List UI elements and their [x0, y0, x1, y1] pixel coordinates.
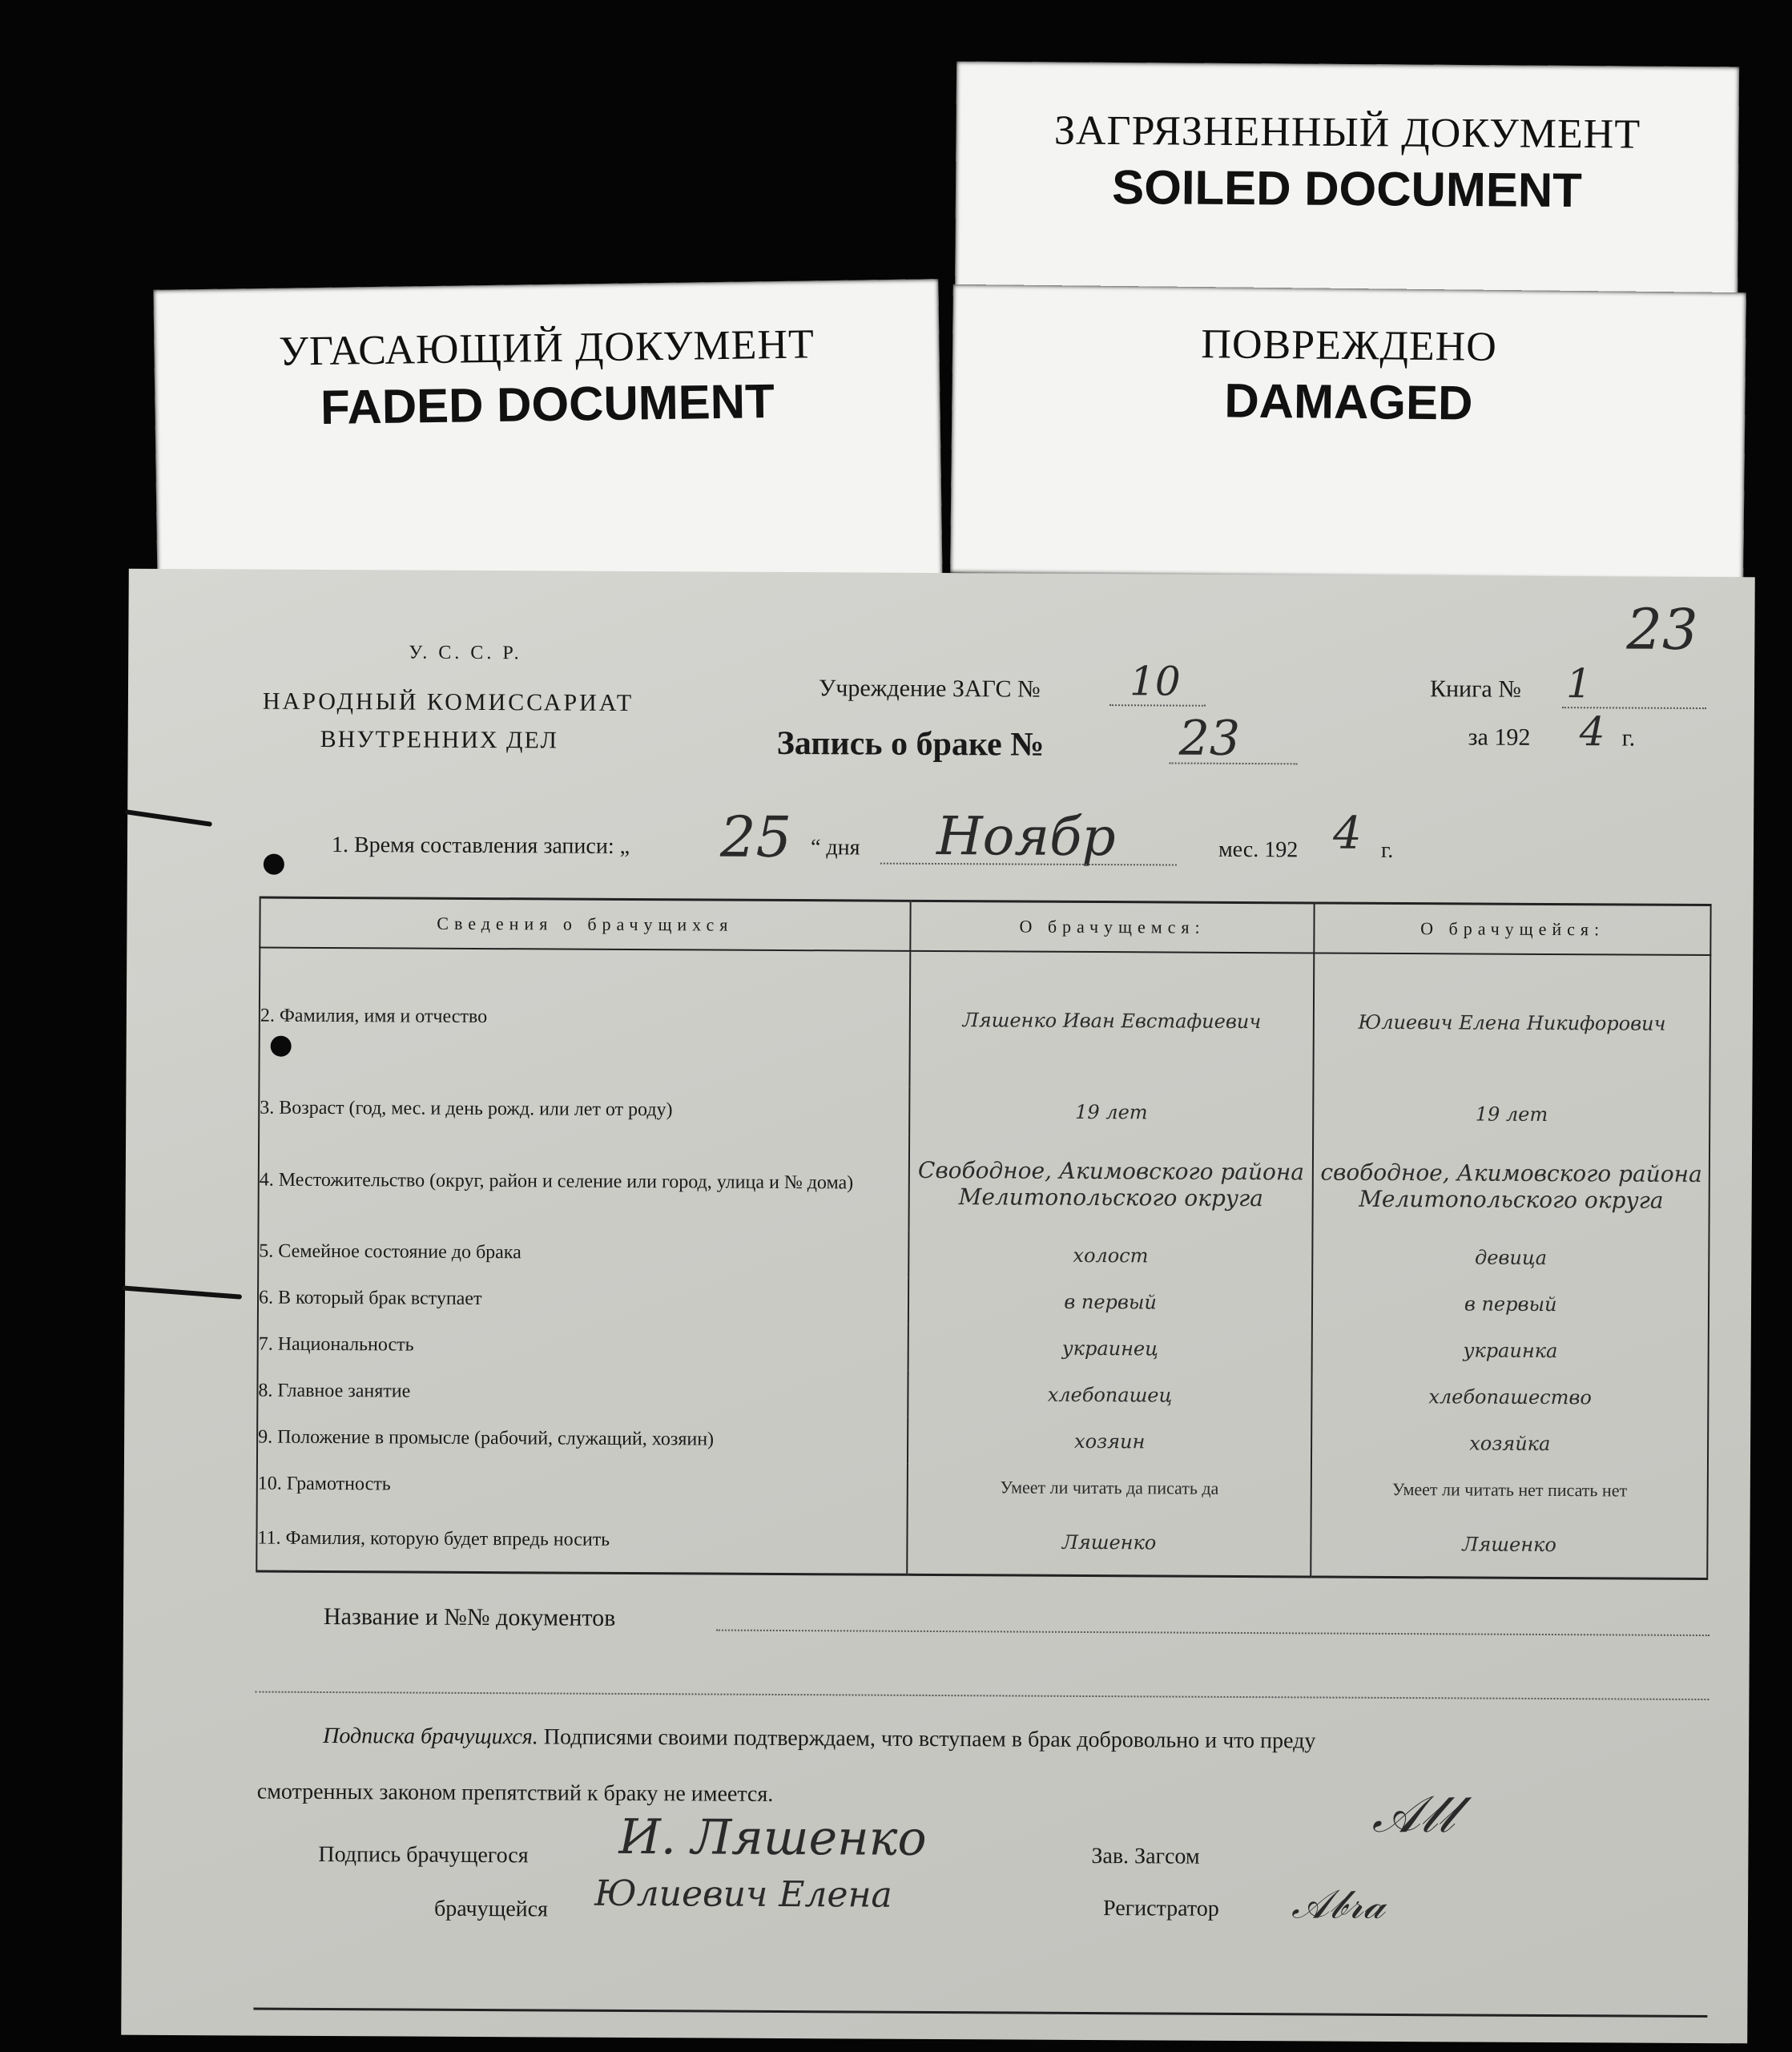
col-header-info: Сведения о брачущихся	[260, 897, 910, 951]
year-prefix: за 192	[1468, 724, 1531, 751]
groom-position: хозяин	[908, 1417, 1312, 1466]
item1-month-label: мес. 192	[1218, 837, 1299, 863]
punch-hole	[264, 854, 284, 875]
soiled-document-card	[955, 62, 1739, 324]
bride-nationality: украинка	[1312, 1326, 1709, 1375]
faded-document-card	[153, 279, 942, 595]
republic-label: У. С. С. Р.	[409, 642, 522, 664]
groom-literacy: Умеет ли читать да писать да	[907, 1464, 1311, 1513]
row-label-occupation: 8. Главное занятие	[257, 1368, 908, 1417]
bride-occupation: хлебопашество	[1312, 1373, 1709, 1421]
groom-nationality: украинец	[908, 1324, 1312, 1373]
book-number: 1	[1565, 660, 1593, 708]
registrar-signature: 𝒜𝒷𝓇𝒶	[1291, 1881, 1386, 1928]
marriage-record-page	[121, 569, 1755, 2044]
bottom-rule	[253, 2008, 1707, 2018]
row-label-name: 2. Фамилия, имя и отчество	[259, 948, 910, 1087]
bride-residence: свободное, Акимовского района Мелитопольского округа	[1313, 1137, 1709, 1236]
row-label-literacy: 10. Грамотность	[257, 1461, 908, 1510]
row-label-position: 9. Положение в промысле (рабочий, служащий, хозяин)	[257, 1414, 908, 1464]
bride-future-surname: Ляшенко	[1311, 1512, 1708, 1578]
faded-label-ru: УГАСАЮЩИЙ ДОКУМЕНТ	[278, 321, 815, 375]
registrar-label: Регистратор	[1102, 1896, 1219, 1921]
consent-italic: Подписка брачущихся.	[323, 1723, 538, 1750]
consent-text-1: Подписями своими подтверждаем, что вступаем в брак добровольно и что преду	[543, 1724, 1316, 1754]
dotted-line	[255, 1691, 1709, 1701]
soiled-label-en: SOILED DOCUMENT	[1111, 159, 1583, 218]
row-label-marriage-number: 6. В который брак вступает	[258, 1275, 908, 1324]
groom-age: 19 лет	[909, 1087, 1314, 1138]
documents-label: Название и №№ документов	[323, 1602, 616, 1631]
soiled-label-ru: ЗАГРЯЗНЕННЫЙ ДОКУМЕНТ	[1053, 107, 1641, 158]
faded-label-en: FADED DOCUMENT	[320, 374, 775, 434]
row-label-residence: 4. Местожительство (округ, район и селение или город, улица и № дома)	[258, 1132, 908, 1232]
row-label-future-surname: 11. Фамилия, которую будет впредь носить	[256, 1507, 907, 1574]
bride-age: 19 лет	[1313, 1089, 1709, 1139]
head-zags-signature: 𝒜𝓁𝓁	[1371, 1784, 1455, 1845]
col-header-groom: О брачущемся:	[910, 901, 1315, 953]
year-suffix: г.	[1621, 724, 1636, 752]
damaged-label-ru: ПОВРЕЖДЕНО	[1201, 321, 1498, 370]
consent-line-1	[323, 1723, 1315, 1754]
damaged-document-card	[950, 284, 1746, 581]
item1-label: 1. Время составления записи: „	[331, 832, 630, 859]
bride-position: хозяйка	[1311, 1419, 1708, 1468]
record-number: 23	[1178, 710, 1241, 767]
paper-tear	[124, 809, 212, 827]
bride-signature-label: брачущейся	[433, 1896, 549, 1922]
item1-day-label: “ дня	[810, 835, 860, 861]
item1-month: Ноябр	[936, 804, 1116, 869]
groom-marital: холост	[908, 1232, 1313, 1280]
book-label: Книга №	[1429, 675, 1522, 703]
bride-name: Юлиевич Елена Никифорович	[1314, 953, 1710, 1091]
year-digit: 4	[1579, 708, 1605, 756]
paper-tear	[122, 1285, 242, 1299]
bride-marital: девица	[1313, 1233, 1709, 1282]
item1-suffix: г.	[1380, 837, 1394, 863]
groom-residence: Свободное, Акимовского района Мелитопольского округа	[908, 1135, 1313, 1234]
head-zags-label: Зав. Загсом	[1091, 1844, 1200, 1869]
bride-marriage-number: в первый	[1312, 1280, 1709, 1328]
registry-table	[256, 897, 1711, 1580]
dotted-line	[716, 1630, 1709, 1636]
zags-number: 10	[1129, 658, 1181, 705]
record-title: Запись о браке №	[776, 724, 1045, 764]
bride-literacy: Умеет ли читать нет писать нет	[1311, 1465, 1708, 1514]
consent-text-2: смотренных законом препятствий к браку не имеется.	[256, 1779, 774, 1807]
zags-label: Учреждение ЗАГС №	[818, 675, 1041, 703]
damaged-label-en: DAMAGED	[1224, 373, 1473, 430]
dotted-line	[1109, 704, 1206, 707]
groom-name: Ляшенко Иван Евстафиевич	[909, 951, 1314, 1090]
groom-future-surname: Ляшенко	[907, 1510, 1311, 1577]
groom-signature-label: Подпись брачущегося	[318, 1841, 529, 1869]
department-label: ВНУТРЕННИХ ДЕЛ	[320, 725, 558, 754]
row-label-nationality: 7. Национальность	[258, 1321, 908, 1371]
row-label-age: 3. Возраст (год, мес. и день рожд. или лет от роду)	[259, 1084, 909, 1135]
groom-marriage-number: в первый	[908, 1278, 1313, 1327]
corner-number: 23	[1626, 596, 1698, 663]
row-label-marital: 5. Семейное состояние до брака	[258, 1228, 908, 1278]
commissariat-label: НАРОДНЫЙ КОМИССАРИАТ	[262, 687, 634, 717]
item1-year-digit: 4	[1332, 807, 1362, 860]
groom-signature: И. Ляшенко	[618, 1808, 927, 1867]
groom-occupation: хлебопашец	[908, 1371, 1312, 1420]
bride-signature: Юлиевич Елена	[594, 1873, 892, 1916]
item1-day: 25	[719, 804, 792, 871]
col-header-bride: О брачущейся:	[1315, 903, 1711, 955]
